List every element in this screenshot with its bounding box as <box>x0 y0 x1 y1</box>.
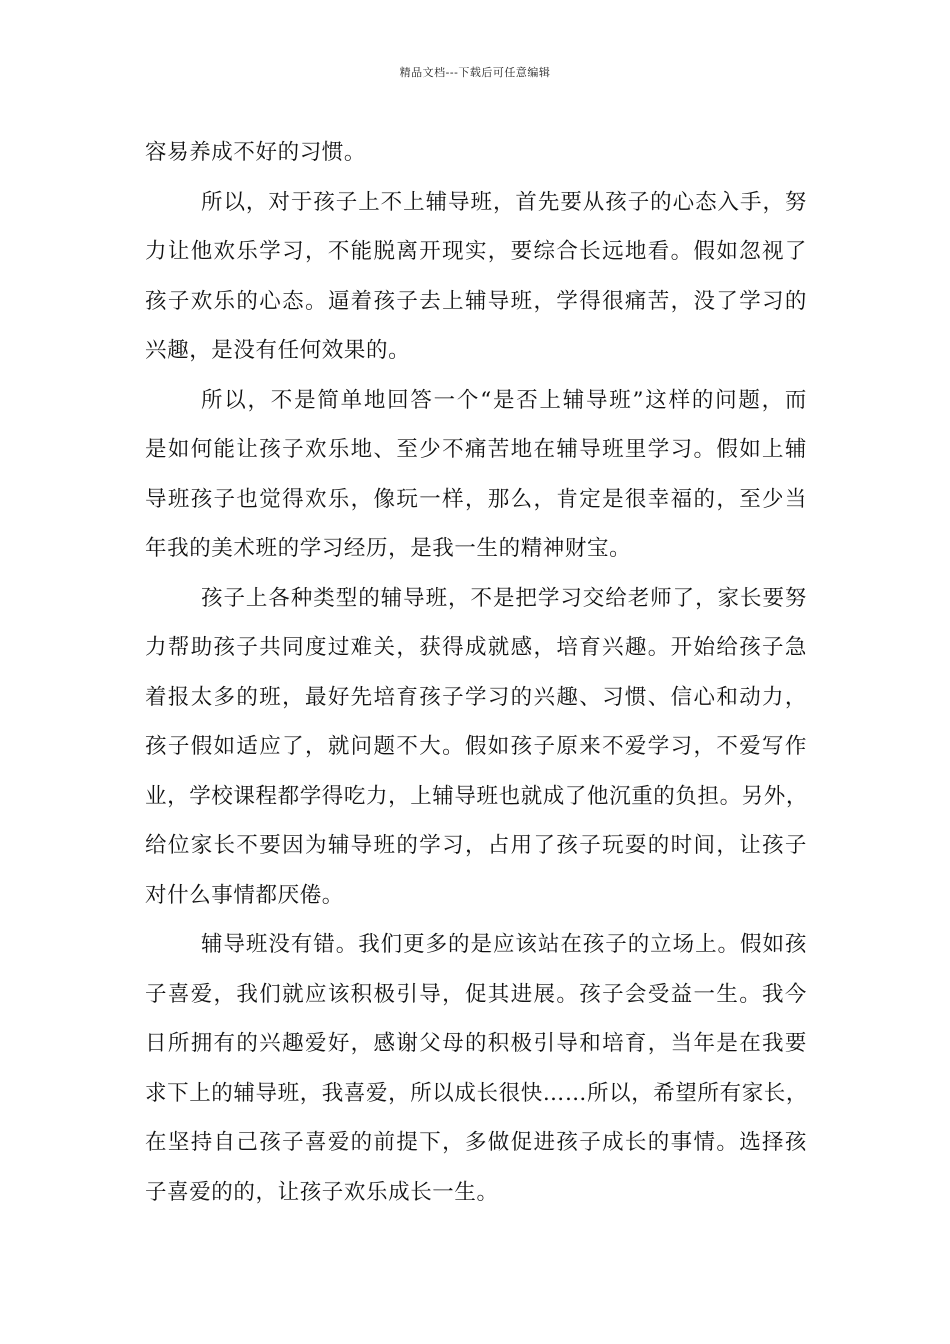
text-line: 日所拥有的兴趣爱好，感谢父母的积极引导和培育，当年是在我要 <box>145 1031 807 1056</box>
text-line: 兴趣，是没有任何效果的。 <box>145 338 411 363</box>
text-line: 年我的美术班的学习经历，是我一生的精神财宝。 <box>145 536 632 561</box>
text-line: 对什么事情都厌倦。 <box>145 882 344 908</box>
text-line: 子喜爱的的，让孩子欢乐成长一生。 <box>145 1179 499 1205</box>
text-line: 孩子欢乐的心态。逼着孩子去上辅导班，学得很痛苦，没了学习的 <box>145 288 807 314</box>
text-line: 着报太多的班，最好先培育孩子学习的兴趣、习惯、信心和动力， <box>145 684 807 710</box>
text-line: 导班孩子也觉得欢乐，像玩一样，那么，肯定是很幸福的，至少当 <box>145 486 807 512</box>
paragraph-first-line: 辅导班没有错。我们更多的是应该站在孩子的立场上。假如孩 <box>201 932 807 957</box>
paragraph-first-line: 所以，对于孩子上不上辅导班，首先要从孩子的心态入手，努 <box>201 189 807 215</box>
text-line: 子喜爱，我们就应该积极引导，促其进展。孩子会受益一生。我今 <box>145 981 807 1007</box>
text-line: 孩子假如适应了，就问题不大。假如孩子原来不爱学习，不爱写作 <box>145 734 807 759</box>
text-line: 求下上的辅导班，我喜爱，所以成长很快……所以，希望所有家长， <box>145 1080 809 1106</box>
text-line: 力帮助孩子共同度过难关，获得成就感，培育兴趣。开始给孩子急 <box>145 635 807 660</box>
page-header: 精品文档---下载后可任意编辑 <box>399 66 551 79</box>
document-body <box>145 128 807 1217</box>
text-line: 在坚持自己孩子喜爱的前提下，多做促进孩子成长的事情。选择孩 <box>145 1130 807 1155</box>
text-line: 容易养成不好的习惯。 <box>145 140 367 165</box>
paragraph-first-line: 所以，不是简单地回答一个“是否上辅导班”这样的问题，而 <box>201 387 807 413</box>
text-line: 是如何能让孩子欢乐地、至少不痛苦地在辅导班里学习。假如上辅 <box>145 437 807 462</box>
text-line: 给位家长不要因为辅导班的学习，占用了孩子玩耍的时间，让孩子 <box>145 833 807 858</box>
paragraph-first-line: 孩子上各种类型的辅导班，不是把学习交给老师了，家长要努 <box>201 585 807 611</box>
text-line: 业，学校课程都学得吃力，上辅导班也就成了他沉重的负担。另外， <box>145 783 809 809</box>
text-line: 力让他欢乐学习，不能脱离开现实，要综合长远地看。假如忽视了 <box>145 239 807 264</box>
